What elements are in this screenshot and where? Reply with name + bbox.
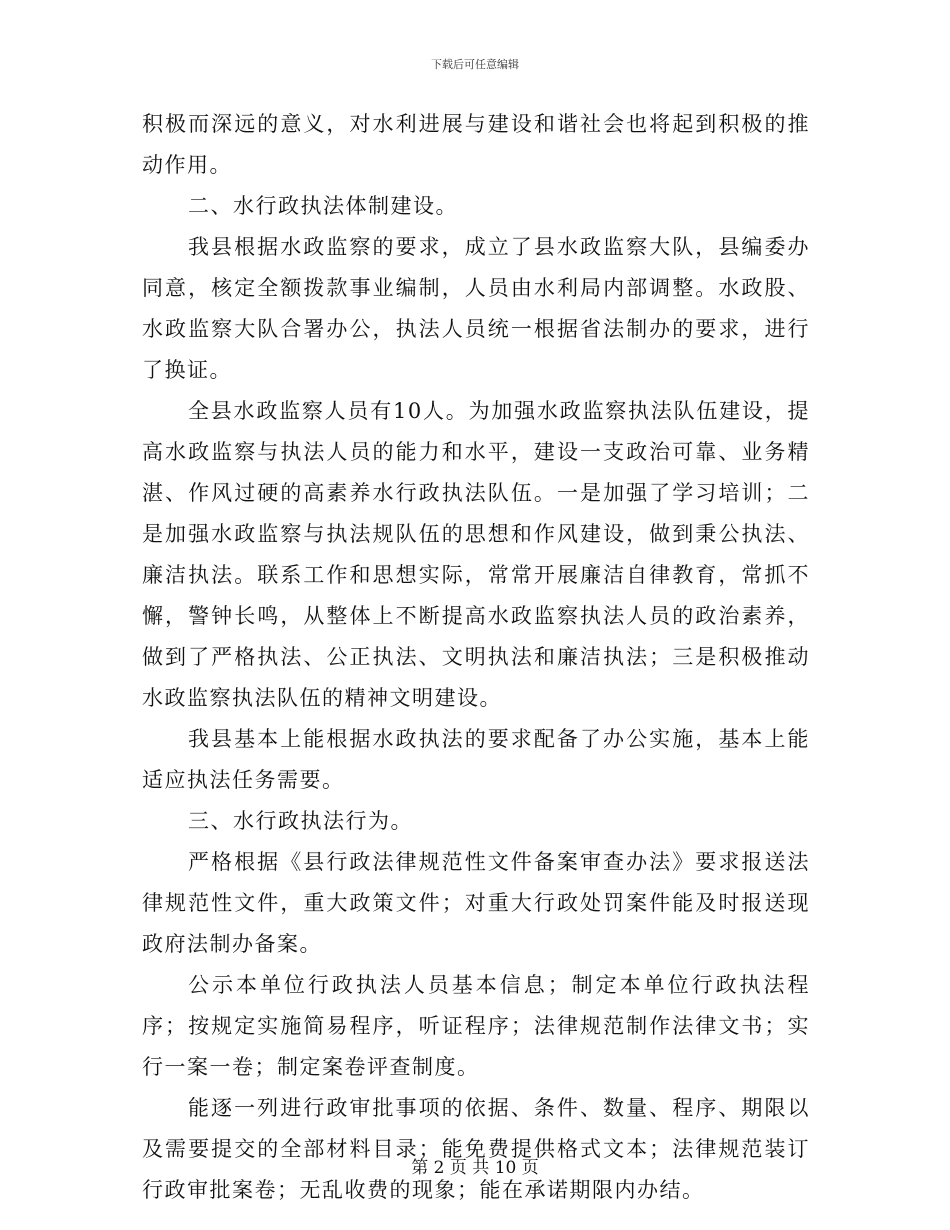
paragraph-continuation: 积极而深远的意义，对水利进展与建设和谐社会也将起到积极的推动作用。 [142,112,810,177]
document-body [142,104,810,1211]
paragraph: 我县根据水政监察的要求，成立了县水政监察大队，县编委办同意，核定全额拨款事业编制，人员由水利局内部调整。水政股、水政监察大队合署办公，执法人员统一根据省法制办的要求，进行了换证。 [142,235,810,382]
section-heading-3: 三、水行政执法行为。 [188,809,413,833]
section-heading-2: 二、水行政执法体制建设。 [188,194,458,218]
page-footer: 第 2 页 共 10 页 [411,1158,539,1178]
paragraph: 严格根据《县行政法律规范性文件备案审查办法》要求报送法律规范性文件，重大政策文件；对重大行政处罚案件能及时报送现政府法制办备案。 [142,850,810,956]
paragraph: 全县水政监察人员有10人。为加强水政监察执法队伍建设，提高水政监察与执法人员的能力和水平，建设一支政治可靠、业务精湛、作风过硬的高素养水行政执法队伍。一是加强了学习培训；二是加强水政监察与执法规队伍的思想和作风建设，做到秉公执法、廉洁执法。联系工作和思想实际，常常开展廉洁自律教育，常抓不懈，警钟长鸣，从整体上不断提高水政监察执法人员的政治素养，做到了严格执法、公正执法、文明执法和廉洁执法；三是积极推动水政监察执法队伍的精神文明建设。 [142,399,810,710]
paragraph: 公示本单位行政执法人员基本信息；制定本单位行政执法程序；按规定实施简易程序，听证程序；法律规范制作法律文书；实行一案一卷；制定案卷评查制度。 [142,973,810,1079]
paragraph: 能逐一列进行政审批事项的依据、条件、数量、程序、期限以及需要提交的全部材料目录；能免费提供格式文本；法律规范装订行政审批案卷；无乱收费的现象；能在承诺期限内办结。 [142,1096,810,1202]
paragraph: 我县基本上能根据水政执法的要求配备了办公实施，基本上能适应执法任务需要。 [142,727,810,792]
header-note: 下载后可任意编辑 [431,58,519,71]
